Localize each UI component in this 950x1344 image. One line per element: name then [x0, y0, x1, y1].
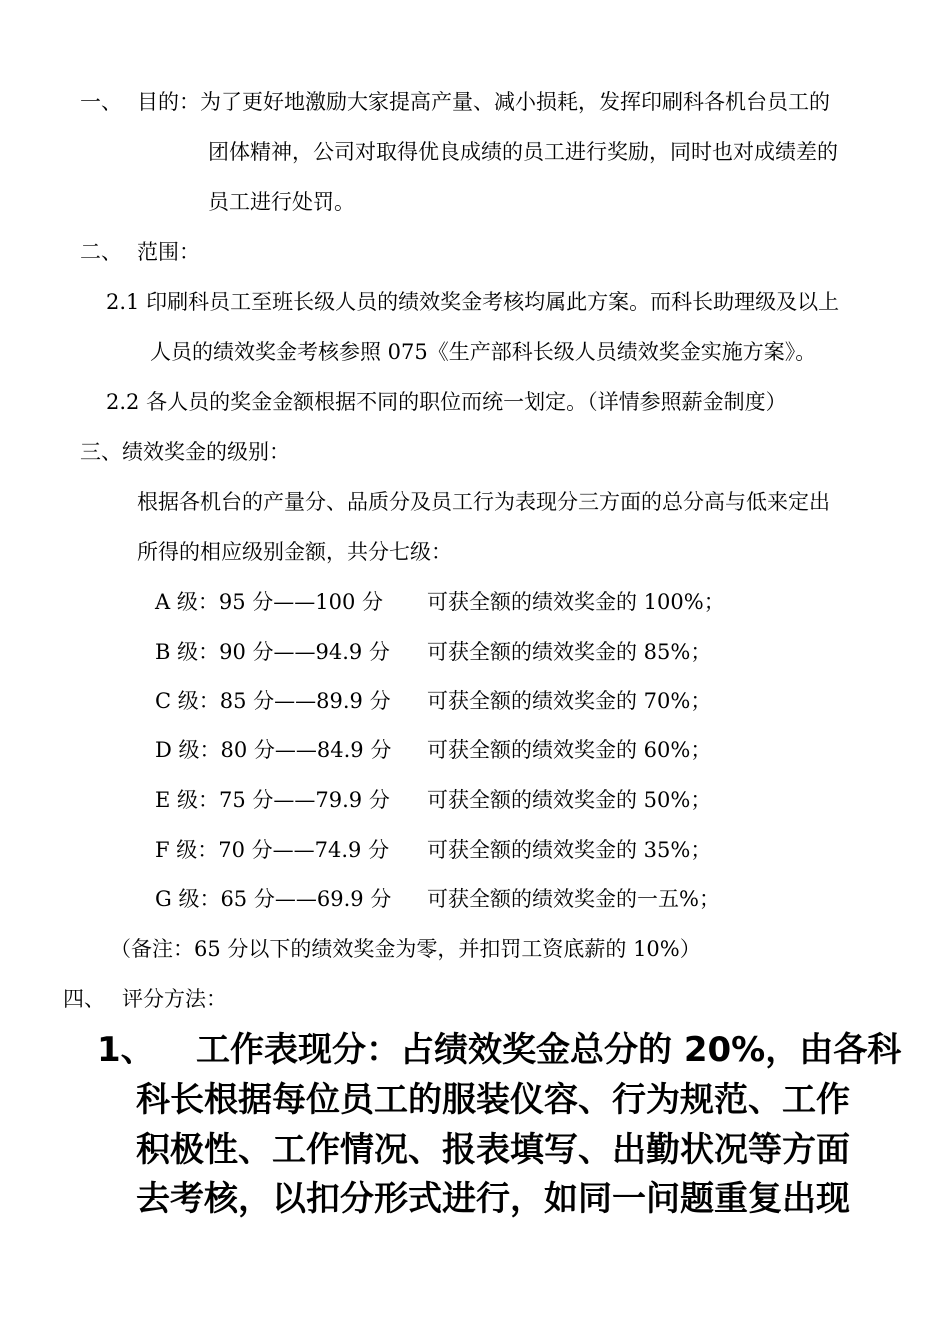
- level-c-reward: 可获全额的绩效奖金的 70%；: [427, 689, 712, 713]
- section4-heading: 评分方法：: [122, 987, 227, 1011]
- section3-intro-line1: 根据各机台的产量分、品质分及员工行为表现分三方面的总分高与低来定出: [137, 490, 830, 514]
- section4-item1-line4: 去考核，以扣分形式进行，如同一问题重复出现: [136, 1179, 850, 1219]
- section1-line2: 团体精神，公司对取得优良成绩的员工进行奖励，同时也对成绩差的: [208, 140, 838, 164]
- level-e-reward: 可获全额的绩效奖金的 50%；: [427, 788, 712, 812]
- level-a-range: A 级：95 分——100 分: [155, 590, 383, 614]
- section1-line1: 目的：为了更好地激励大家提高产量、减小损耗，发挥印刷科各机台员工的: [137, 90, 830, 114]
- level-a-reward: 可获全额的绩效奖金的 100%；: [427, 590, 725, 614]
- level-f-reward: 可获全额的绩效奖金的 35%；: [427, 838, 712, 862]
- level-c-range: C 级：85 分——89.9 分: [155, 689, 391, 713]
- section4-item1-line1: 工作表现分：占绩效奖金总分的 20%，由各科: [196, 1030, 902, 1070]
- section1-line3: 员工进行处罚。: [208, 190, 355, 214]
- section3-note: （备注：65 分以下的绩效奖金为零，并扣罚工资底薪的 10%）: [110, 937, 701, 961]
- section1-marker: 一、: [80, 90, 122, 114]
- level-f-range: F 级：70 分——74.9 分: [155, 838, 390, 862]
- section4-item1-line2: 科长根据每位员工的服装仪容、行为规范、工作: [136, 1080, 850, 1120]
- level-g-reward: 可获全额的绩效奖金的一五%；: [427, 887, 720, 911]
- section2-item1-line2: 人员的绩效奖金考核参照 075《生产部科长级人员绩效奖金实施方案》。: [150, 340, 817, 364]
- section2-item2: 2.2 各人员的奖金金额根据不同的职位而统一划定。（详情参照薪金制度）: [106, 390, 787, 414]
- section4-marker: 四、: [63, 987, 105, 1011]
- level-b-reward: 可获全额的绩效奖金的 85%；: [427, 640, 712, 664]
- level-d-reward: 可获全额的绩效奖金的 60%；: [427, 738, 712, 762]
- section2-item1-line1: 2.1 印刷科员工至班长级人员的绩效奖金考核均属此方案。而科长助理级及以上: [106, 290, 840, 314]
- level-b-range: B 级：90 分——94.9 分: [155, 640, 390, 664]
- level-d-range: D 级：80 分——84.9 分: [155, 738, 392, 762]
- section4-item1-marker: 1、: [97, 1030, 155, 1070]
- section2-heading: 范围：: [137, 240, 200, 264]
- level-g-range: G 级：65 分——69.9 分: [155, 887, 392, 911]
- section3-heading: 三、绩效奖金的级别：: [80, 440, 290, 464]
- section4-item1-line3: 积极性、工作情况、报表填写、出勤状况等方面: [136, 1130, 850, 1170]
- section2-marker: 二、: [80, 240, 122, 264]
- section3-intro-line2: 所得的相应级别金额，共分七级：: [137, 540, 452, 564]
- level-e-range: E 级：75 分——79.9 分: [155, 788, 390, 812]
